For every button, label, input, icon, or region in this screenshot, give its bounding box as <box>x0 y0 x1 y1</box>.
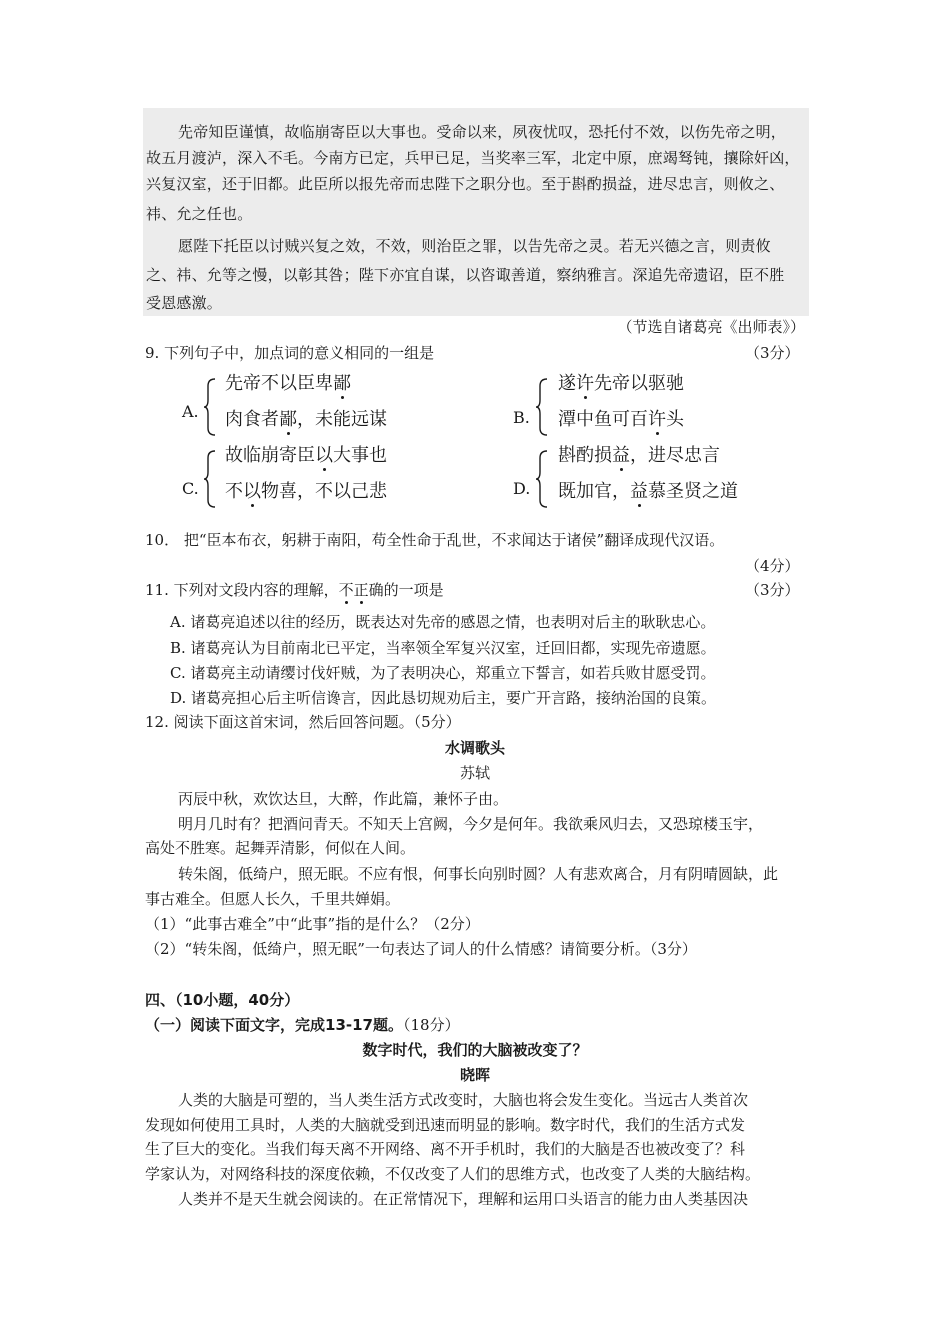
q9-option-b-label: B. <box>513 408 530 427</box>
section-heading: 四、（10小题，40分） <box>145 991 300 1009</box>
passage-line: 祎、允之任也。 <box>146 205 253 223</box>
passage-line: 故五月渡泸，深入不毛。今南方已定，兵甲已足，当奖率三军，北定中原，庶竭驽钝，攘除奸凶， <box>146 149 800 167</box>
brace-icon <box>203 450 217 508</box>
q9-option-d-label: D. <box>513 479 531 498</box>
q9-option-c-label: C. <box>182 479 199 498</box>
q10-score: （4分） <box>745 557 800 575</box>
article-line: 人类并不是天生就会阅读的。在正常情况下，理解和运用口头语言的能力由人类基因决 <box>178 1190 749 1208</box>
article-line: 发现如何使用工具时，人类的大脑就受到迅速而明显的影响。数字时代，我们的生活方式发 <box>145 1116 746 1134</box>
article-author: 晓晖 <box>459 1066 490 1084</box>
q11-option-d: D. 诸葛亮担心后主听信谗言，因此恳切规劝后主，要广开言路，接纳治国的良策。 <box>170 689 717 707</box>
poem-line: 明月几时有？把酒问青天。不知天上宫阙，今夕是何年。我欲乘风归去，又恐琼楼玉宇， <box>178 815 764 833</box>
q9-option-c-sentence-2: 不以物喜，不以己悲 <box>225 481 387 502</box>
q9-option-b-sentence-2: 潭中鱼可百许头 <box>558 409 684 430</box>
q11-option-c: C. 诸葛亮主动请缨讨伐奸贼，为了表明决心，郑重立下誓言，如若兵败甘愿受罚。 <box>170 664 716 682</box>
article-line: 人类的大脑是可塑的，当人类生活方式改变时，大脑也将会发生变化。当远古人类首次 <box>178 1091 749 1109</box>
q9-score: （3分） <box>745 344 800 362</box>
q9-option-a-label: A. <box>182 402 199 421</box>
passage-line: 先帝知臣谨慎，故临崩寄臣以大事也。受命以来，夙夜忧叹，恐托付不效，以伤先帝之明， <box>178 123 787 141</box>
poem-preface: 丙辰中秋，欢饮达旦，大醉，作此篇，兼怀子由。 <box>178 790 509 808</box>
passage-line: 兴复汉室，还于旧都。此臣所以报先帝而忠陛下之职分也。至于斟酌损益，进尽忠言，则攸之、 <box>146 175 785 193</box>
q9-option-d-sentence-1: 斟酌损益，进尽忠言 <box>558 445 720 466</box>
poem-title: 水调歌头 <box>444 739 505 757</box>
q9-option-b-sentence-1: 遂许先帝以驱驰 <box>558 373 684 394</box>
brace-icon <box>535 450 549 508</box>
q9-option-d-sentence-2: 既加官，益慕圣贤之道 <box>558 481 738 502</box>
brace-icon <box>535 378 549 436</box>
article-line: 学家认为，对网络科技的深度依赖，不仅改变了人们的思维方式，也改变了人类的大脑结构。 <box>145 1165 761 1183</box>
article-line: 生了巨大的变化。当我们每天离不开网络、离不开手机时，我们的大脑是否也被改变了？科 <box>145 1140 746 1158</box>
q12-stem: 12. 阅读下面这首宋词，然后回答问题。（5分） <box>145 713 461 731</box>
poem-line: 事古难全。但愿人长久，千里共婵娟。 <box>145 890 401 908</box>
brace-icon <box>203 378 217 436</box>
q9-stem: 9. 下列句子中，加点词的意义相同的一组是 <box>145 344 435 362</box>
q11-option-a: A. 诸葛亮追述以往的经历，既表达对先帝的感恩之情，也表明对后主的耿耿忠心。 <box>170 613 716 631</box>
q9-option-a-sentence-1: 先帝不以臣卑鄙 <box>225 373 351 394</box>
passage-line: 受恩感激。 <box>146 294 223 312</box>
q12-sub-question-2: （2）“转朱阁，低绮户，照无眠”一句表达了词人的什么情感？请简要分析。（3分） <box>145 940 697 958</box>
poem-line: 高处不胜寒。起舞弄清影，何似在人间。 <box>145 839 416 857</box>
q10-stem: 10． 把“臣本布衣，躬耕于南阳，苟全性命于乱世，不求闻达于诸侯”翻译成现代汉语。 <box>145 531 725 549</box>
q9-option-a-sentence-2: 肉食者鄙，未能远谋 <box>225 409 387 430</box>
article-title: 数字时代，我们的大脑被改变了？ <box>362 1041 588 1059</box>
passage-source: （节选自诸葛亮《出师表》） <box>617 318 805 336</box>
q11-option-b: B. 诸葛亮认为目前南北已平定，当率领全军复兴汉室，迁回旧都，实现先帝遗愿。 <box>170 639 716 657</box>
q11-score: （3分） <box>745 581 800 599</box>
passage-line: 之、祎、允等之慢，以彰其咎；陛下亦宜自谋，以咨诹善道，察纳雅言。深追先帝遗诏，臣不胜 <box>146 266 785 284</box>
part1-heading: （一）阅读下面文字，完成13-17题。（18分） <box>145 1016 460 1034</box>
q11-stem: 11. 下列对文段内容的理解，不正确的一项是 <box>145 581 444 599</box>
q12-sub-question-1: （1）“此事古难全”中“此事”指的是什么？（2分） <box>145 915 480 933</box>
passage-line: 愿陛下托臣以讨贼兴复之效，不效，则治臣之罪，以告先帝之灵。若无兴德之言，则责攸 <box>178 237 771 255</box>
poem-author: 苏轼 <box>459 764 490 782</box>
q9-option-c-sentence-1: 故临崩寄臣以大事也 <box>225 445 387 466</box>
poem-line: 转朱阁，低绮户，照无眠。不应有恨，何事长向别时圆？人有悲欢离合，月有阴晴圆缺，此 <box>178 865 779 883</box>
